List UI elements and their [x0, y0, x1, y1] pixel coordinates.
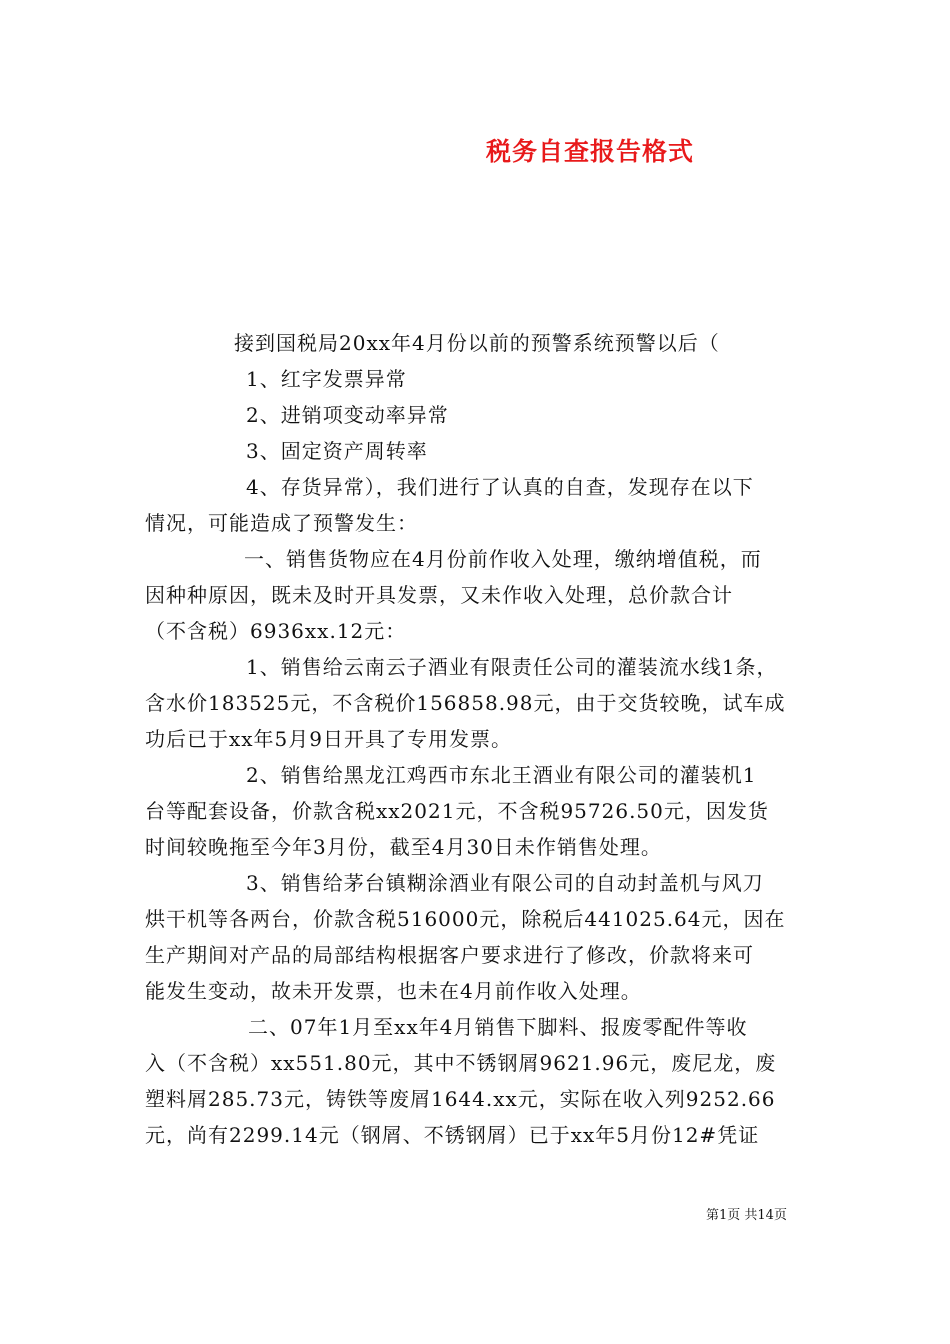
body-line: 接到国税局20xx年4月份以前的预警系统预警以后（ [234, 331, 720, 355]
list-item: 1、红字发票异常 [246, 367, 407, 391]
page-number-footer: 第1页 共14页 [706, 1208, 787, 1223]
body-line: 塑料屑285.73元，铸铁等废屑1644.xx元，实际在收入列9252.66 [145, 1087, 776, 1111]
document-title: 税务自查报告格式 [485, 137, 694, 166]
body-line: 生产期间对产品的局部结构根据客户要求进行了修改，价款将来可 [145, 943, 754, 967]
body-line: 含水价183525元，不含税价156858.98元，由于交货较晚，试车成 [145, 691, 786, 715]
body-line: 2、销售给黑龙江鸡西市东北王酒业有限公司的灌装机1 [246, 763, 757, 787]
body-line: 3、销售给茅台镇糊涂酒业有限公司的自动封盖机与风刀 [246, 871, 764, 895]
body-line: 时间较晚拖至今年3月份，截至4月30日未作销售处理。 [145, 835, 662, 859]
section-heading: 一、销售货物应在4月份前作收入处理，缴纳增值税，而 [244, 547, 762, 571]
body-line: 台等配套设备，价款含税xx2021元，不含税95726.50元，因发货 [145, 799, 769, 823]
body-line: 能发生变动，故未开发票，也未在4月前作收入处理。 [145, 979, 642, 1003]
body-line: 元，尚有2299.14元（钢屑、不锈钢屑）已于xx年5月份12#凭证 [145, 1123, 760, 1147]
body-line: （不含税）6936xx.12元： [145, 619, 407, 643]
body-line: 情况，可能造成了预警发生： [145, 511, 418, 535]
list-item: 2、进销项变动率异常 [246, 403, 449, 427]
body-line: 烘干机等各两台，价款含税516000元，除税后441025.64元，因在 [145, 907, 786, 931]
body-line: 因种种原因，既未及时开具发票，又未作收入处理，总价款合计 [145, 583, 733, 607]
body-line: 入（不含税）xx551.80元，其中不锈钢屑9621.96元，废尼龙，废 [145, 1051, 777, 1075]
body-line: 1、销售给云南云子酒业有限责任公司的灌装流水线1条， [246, 655, 778, 679]
body-line: 功后已于xx年5月9日开具了专用发票。 [145, 727, 513, 751]
list-item: 4、存货异常），我们进行了认真的自查，发现存在以下 [246, 475, 754, 499]
list-item: 3、固定资产周转率 [246, 439, 428, 463]
section-heading: 二、07年1月至xx年4月销售下脚料、报废零配件等收 [248, 1015, 748, 1039]
